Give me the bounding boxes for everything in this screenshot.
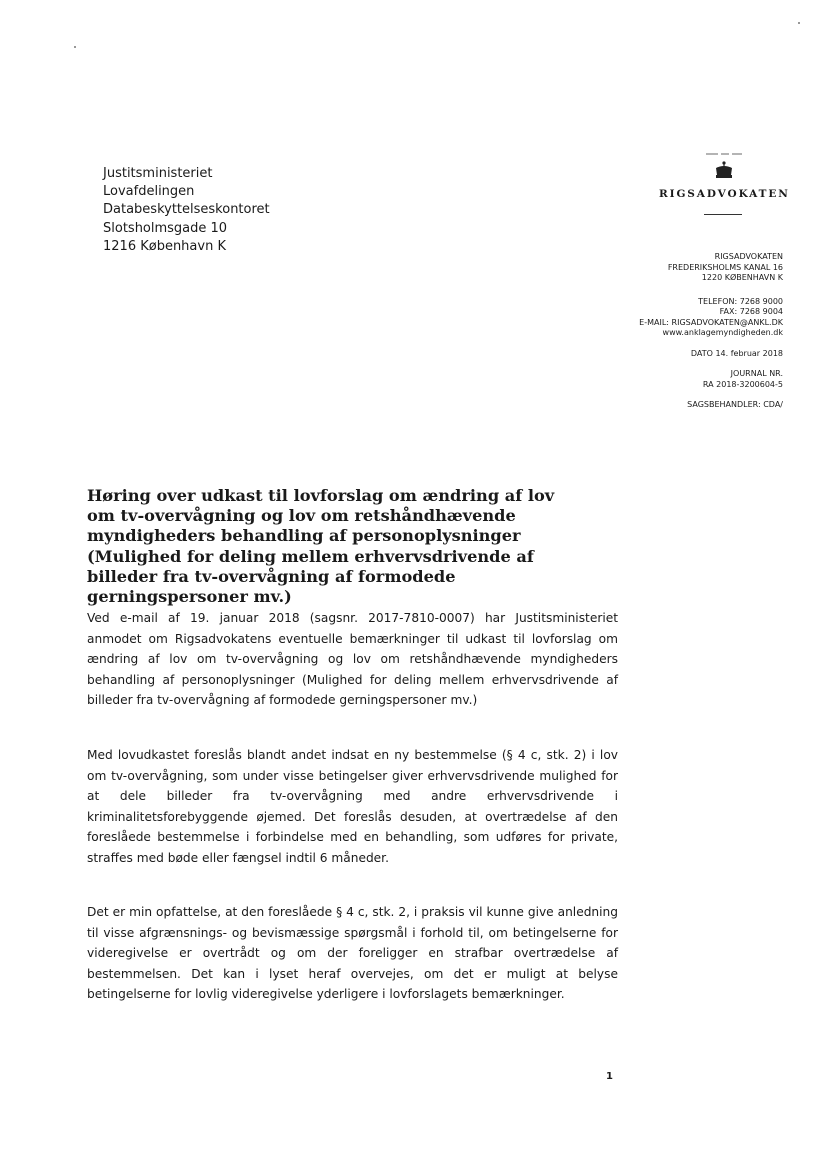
recipient-line: 1216 København K [103, 238, 226, 254]
body-paragraph: Det er min opfattelse, at den foreslåede § 4 c, stk. 2, i praksis vil kunne give anledning til visse afgrænsnings- og bevismæssige spørgsmål i forhold til, om betingelserne for videregivelse er overtrådt og om der foreligger en strafbar overtrædelse af bestemmelsen. Det kan i lyset heraf overvejes, om det er muligt at belyse betingelserne for lovlig videregivelse yderligere i lovforslagets bemærkninger. [87, 905, 618, 1002]
scan-speck [74, 46, 76, 48]
recipient-line: Lovafdelingen [103, 184, 195, 200]
recipient-line: Databeskyttelseskontoret [103, 202, 270, 218]
sender-telefon: TELEFON: 7268 9000 [698, 296, 783, 306]
sender-city: 1220 KØBENHAVN K [701, 273, 783, 282]
sender-journal-label: JOURNAL NR. [730, 369, 783, 378]
logo-divider [704, 214, 742, 215]
sender-street: FREDERIKSHOLMS KANAL 16 [667, 262, 783, 272]
logo-wordmark: RIGSADVOKATEN [659, 188, 790, 200]
recipient-line: Slotsholmsgade 10 [103, 220, 228, 236]
sender-dato: DATO 14. februar 2018 [690, 348, 783, 358]
recipient-line: Justitsministeriet [103, 166, 213, 181]
sender-journal-nr: RA 2018-3200604-5 [702, 379, 783, 389]
recipient-address [103, 165, 270, 256]
body-paragraph: Med lovudkastet foreslås blandt andet indsat en ny bestemmelse (§ 4 c, stk. 2) i lov om tv-overvågning, som under visse betingelser giver erhvervsdrivende mulighed for at dele billeder fra tv-overvågning med andre erhvervsdrivende i kriminalitetsforebyggende øjemed. Det foreslås desuden, at overtrædelse af den foreslåede bestemmelse i forbindelse med en behandling, som udføres for private, straffes med bøde eller fængsel indtil 6 måneder. [87, 748, 618, 865]
letter-heading: Høring over udkast til lovforslag om ændring af lov om tv-overvågning og lov om retshåndhævende myndigheders behandling af personoplysninger (Mulighed for deling mellem erhvervsdrivende af billeder fra tv-overvågning af formodede gerningspersoner mv.) [87, 486, 555, 607]
sender-email: E-MAIL: RIGSADVOKATEN@ANKL.DK [639, 317, 783, 327]
page-number: 1 [606, 1071, 613, 1082]
sender-fax: FAX: 7268 9004 [719, 307, 783, 316]
sender-name: RIGSADVOKATEN [714, 252, 783, 261]
body-paragraph: Ved e-mail af 19. januar 2018 (sagsnr. 2017-7810-0007) har Justitsministeriet anmodet om Rigsadvokatens eventuelle bemærkninger til udkast til lovforslag om ændring af lov om tv-overvågning og lov om retshåndhævende myndigheders behandling af personoplysninger (Mulighed for deling mellem erhvervsdrivende af billeder fra tv-overvågning af formodede gerningspersoner mv.) [87, 611, 618, 708]
sender-sagsbehandler: SAGSBEHANDLER: CDA/ [687, 400, 783, 409]
sender-web: www.anklagemyndigheden.dk [662, 328, 783, 337]
sender-info [639, 252, 783, 411]
scan-speck [798, 22, 800, 24]
crown-icon [705, 150, 743, 182]
